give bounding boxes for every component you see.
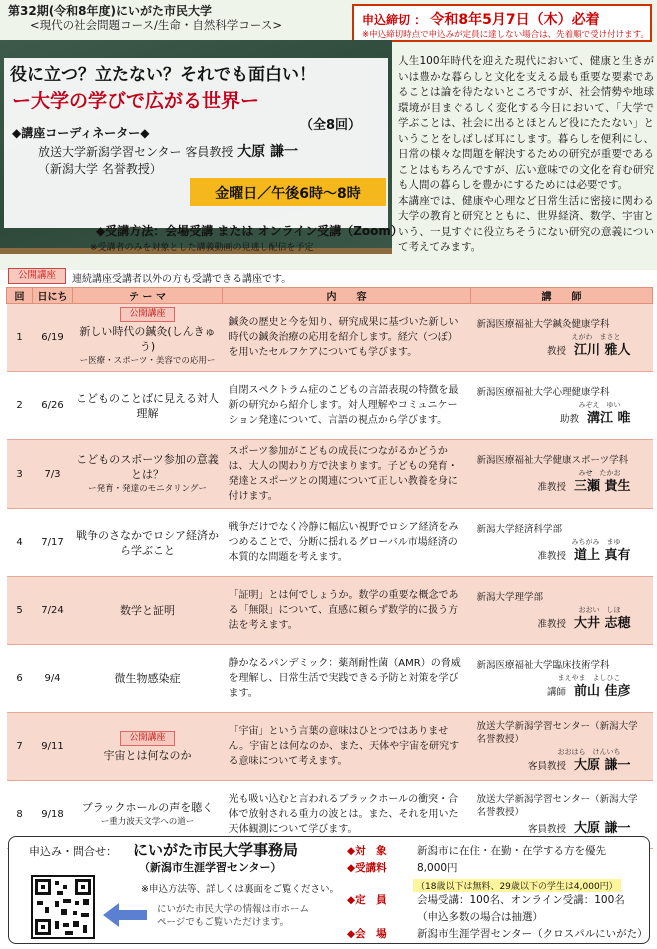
table-row [7,509,653,577]
lecturer-title: 准教授 [537,482,566,493]
row-description: 光も吸い込むと言われるブラックホールの衝突・合体で放射される重力の波とは。また、それを用いた天体観測について学びます。 [223,781,471,849]
intro-text [398,54,654,256]
open-lecture-note: 連続講座受講者以外の方も受講できる講座です。 [72,274,292,285]
row-theme [73,440,223,509]
row-date: 6/19 [33,304,73,372]
row-description: 「証明」とは何でしょうか。数学の重要な概念である「無限」について、直感に頼らず数学的に扱う方法を考えます。 [223,577,471,645]
row-theme [73,645,223,713]
row-date: 6/26 [33,372,73,440]
lecturer-affiliation: 新潟医療福祉大学鍼灸健康学科 [476,318,610,330]
qr-note: ※申込方法等、詳しくは裏面をご覧ください。 [141,884,339,895]
header-content: 内 容 [223,288,471,304]
fact-value: 新潟市生涯学習センター（クロスパルにいがた） [417,928,648,940]
attendance-note: ※受講者のみを対象とした講義動画の見逃し配信を予定 [90,243,314,253]
fact-capacity [347,892,647,909]
table-row [7,440,653,509]
lecturer-name: 大井 志穂 [573,615,631,631]
arrow-left-icon [101,901,149,929]
lecturer-title: 客員教授 [527,824,566,835]
qr-code-icon[interactable] [31,875,95,939]
schedule-table [6,287,653,849]
coordinator-affiliation: （新潟大学 名誉教授） [38,162,162,176]
row-description: 戦争だけでなく冷静に幅広い視野でロシア経済をみつめることで、分断に揺れるグローバル市場経済の本質的な問題を考えます。 [223,509,471,577]
table-row [7,372,653,440]
fact-value: 8,000円 [417,862,458,874]
open-lecture-tag: 公開講座 [8,268,66,284]
fact-value: 会場受講：100名、オンライン受講：100名 [417,894,625,906]
header [0,0,657,270]
theme-title: こどものことばに見える対人理解 [76,391,219,420]
title-line-1: 役に立つ？立たない？それでも面白い！ [10,65,316,85]
intro-paragraph-2: 本講座では、健康や心理など日常生活に密接に関わる大学の教育と研究とともに、世界経済、数学、宇宙という、一見すぐに役立ちそうにない研究の意義について考えてみます。 [398,194,654,253]
open-lecture-badge: 公開講座 [120,731,174,746]
deadline-box [352,4,652,42]
lecturer-ruby: おおはら けんいち [557,748,621,756]
row-description: 静かなるパンデミック：薬剤耐性菌（AMR）の脅威を理解し、日常生活で実践できる予防と対策を学びます。 [223,645,471,713]
lecturer-name: 前山 佳彦 [573,683,631,699]
theme-title: 数学と証明 [120,604,175,617]
lecturer-title: 准教授 [537,550,566,562]
fact-fee [347,860,647,877]
lecturer-name-line [477,549,647,563]
fact-key: ◆受講料 [347,862,387,874]
row-lecturer [471,372,653,440]
fact-key: ◆対 象 [347,845,387,857]
deadline-label: 申込締切 ： [362,13,427,27]
row-number: 3 [7,440,33,509]
table-row [7,713,653,781]
table-row [7,645,653,713]
row-date: 9/18 [33,781,73,849]
row-theme [73,577,223,645]
intro-paragraph-1: 人生100年時代を迎えた現代において、健康と生きがいは豊かな暮らしと文化を支える最も重要な要素であることは論を待たないところですが、社会情勢や地球環境が目まぐるしく変化する今日において、「大学で学ぶことは、社会に出るとほとんど役にたたない」ということをしばしば耳にします。暮らしを便利にし、日常の様々な問題を解決するための研究が重要であることはもちろんですが、広い意味での文化を育む研究も人間の暮らしを豊かにするためには必要です。 [398,55,654,191]
lecturer-ruby: おおい しほ [578,605,621,614]
row-date: 7/17 [33,509,73,577]
coordinator-person: 大原 謙一 [237,144,299,160]
course-title: <現代の社会問題コース/生命・自然科学コース> [30,18,282,32]
theme-title: 戦争のさなかでロシア経済から学ぶこと [76,528,219,557]
schedule-body [7,304,653,849]
deadline-note: ※申込締切時点で申込みが定員に達しない場合は、先着順で受け付けます。 [362,30,649,40]
lecturer-name-line [477,822,647,836]
fact-target [347,843,647,860]
lecturer-name: 江川 雅人 [573,342,631,358]
row-date: 9/4 [33,645,73,713]
row-description: スポーツ参加がこどもの成長につながるかどうかは、大人の関わり方で決まります。子どもの発育・発達とスポーツとの関連について正しい教養を身に付けます。 [223,440,471,509]
theme-title: 微生物感染症 [114,672,181,685]
coordinator-org: 放送大学新潟学習センター 客員教授 [38,145,234,159]
lecturer-ruby: えがわ まさと [571,332,621,341]
row-number: 4 [7,509,33,577]
fact-capacity-note [347,909,647,926]
row-number: 8 [7,781,33,849]
row-number: 5 [7,577,33,645]
time-badge [190,178,386,206]
lecturer-name: 三瀬 貴生 [573,479,631,494]
qr-code-graphic [33,877,93,937]
lecturer-name-line [477,412,647,426]
lecturer-title: 助教 [559,413,579,425]
fee-note: （18歳以下は無料、29歳以下の学生は4,000円） [413,879,621,892]
lecturer-ruby: みちがみ まゆ [571,537,621,546]
lecturer-name: 大原 謙一 [573,758,631,773]
lecturer-name: 溝江 唯 [586,410,631,426]
fact-value: 新潟市に在住・在勤・在学する方を優先 [417,845,606,857]
row-lecturer [471,509,653,577]
fact-venue [347,926,647,943]
header-no: 回 [7,288,33,304]
footer [8,836,650,944]
lecturer-title: 准教授 [537,618,566,630]
row-lecturer [471,713,653,781]
lecturer-affiliation: 新潟医療福祉大学心理健康学科 [476,386,610,398]
theme-subtitle: ー医療・スポーツ・美容での応用ー [79,356,216,366]
lecturer-title: 教授 [546,345,566,357]
fact-value: （申込多数の場合は抽選） [417,911,543,923]
table-row [7,577,653,645]
row-number: 6 [7,645,33,713]
row-number: 2 [7,372,33,440]
session-count: （全8回） [300,118,362,133]
lecturer-affiliation: 新潟医療福祉大学健康スポーツ学科 [476,455,629,466]
deadline-main [362,9,600,29]
row-description: 「宇宙」という言葉の意味はひとつではありません。宇宙とは何なのか、また、天体や宇宙を研究する意味について考えます。 [223,713,471,781]
row-lecturer [471,304,653,372]
header-date: 日にち [33,288,73,304]
theme-subtitle: ー重力波天文学への道ー [100,816,195,827]
contact-name: にいがた市民大学事務局 [133,841,299,859]
lecturer-name: 道上 真有 [573,547,631,563]
facts-list [347,843,647,943]
table-row [7,304,653,372]
row-lecturer [471,645,653,713]
lecturer-affiliation: 新潟大学経済科学部 [476,523,563,535]
theme-title: 宇宙とは何なのか [103,749,192,762]
lecturer-name-line [477,759,647,773]
contact-label: 申込み・問合せ： [29,845,117,858]
theme-title: こどものスポーツ参加の意義とは？ [76,452,219,481]
row-theme [73,713,223,781]
lecturer-name-line [477,617,647,631]
lecturer-title: 講師 [546,686,566,698]
lecturer-affiliation: 放送大学新潟学習センター（新潟大学 名誉教授） [476,794,638,818]
lecturer-ruby: みせ たかお [578,469,621,477]
contact-sub: （新潟市生涯学習センター） [139,861,282,874]
row-date: 7/3 [33,440,73,509]
website-info: にいがた市民大学の情報は市ホームページでもご覧いただけます。 [157,904,310,928]
fact-key: ◆会 場 [347,928,387,940]
lecturer-affiliation: 新潟医療福祉大学臨床技術学科 [476,659,610,671]
lecturer-affiliation: 新潟大学理学部 [476,591,544,603]
row-description: 自閉スペクトラム症のこどもの言語表現の特徴を最新の研究から紹介します。対人理解やコミュニケーション発達について、言語の視点から学びます。 [223,372,471,440]
row-date: 9/11 [33,713,73,781]
attendance-method: ◆受講方法：会場受講 または オンライン受講（Zoom） [96,224,403,238]
coordinator-name [38,141,298,161]
lecturer-ruby: まえやま よしひこ [557,673,621,682]
lecturer-name: 大原 謙一 [573,821,631,836]
row-number: 1 [7,304,33,372]
theme-title: 新しい時代の鍼灸(しんきゅう) [79,325,216,353]
row-theme [73,304,223,372]
row-lecturer [471,440,653,509]
series-title: 第32期(令和8年度)にいがた市民大学 [8,4,213,18]
lecturer-name-line [477,344,647,358]
lecturer-name-line [477,685,647,699]
row-date: 7/24 [33,577,73,645]
header-theme: テ ー マ [73,288,223,304]
theme-title: ブラックホールの声を聴く [81,800,214,814]
row-theme [73,509,223,577]
open-lecture-badge: 公開講座 [120,307,174,322]
lecturer-name-line [477,480,647,494]
lecturer-title: 客員教授 [527,761,566,772]
fact-key: ◆定 員 [347,894,387,906]
row-number: 7 [7,713,33,781]
coordinator-label: ◆講座コーディネーター◆ [12,126,150,140]
table-header-row [7,288,653,304]
time-text: 金曜日／午後6時～8時 [215,186,361,202]
title-line-2: ー大学の学びで広がる世界ー [12,90,260,112]
theme-subtitle: ー発育・発達のモニタリングー [88,483,207,494]
lecturer-ruby: みぞえ ゆい [578,400,621,409]
row-theme [73,372,223,440]
lecturer-affiliation: 放送大学新潟学習センター（新潟大学 名誉教授） [476,721,638,745]
row-lecturer [471,577,653,645]
deadline-date: 令和8年5月7日（木）必着 [430,12,600,28]
row-description: 鍼灸の歴史と今を知り、研究成果に基づいた新しい時代の鍼灸治療の応用を紹介します。経穴（つぼ）を用いたセルフケアについても学びます。 [223,304,471,372]
header-lecturer: 講 師 [471,288,653,304]
